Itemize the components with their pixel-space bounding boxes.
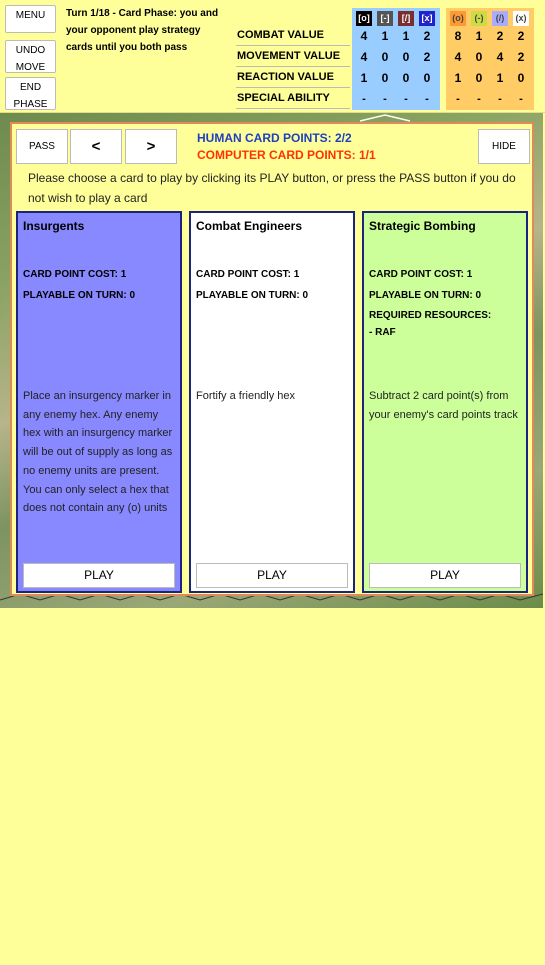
special-ability-label: SPECIAL ABILITY — [236, 88, 350, 109]
card-playable-turn: PLAYABLE ON TURN: 0 — [369, 290, 482, 301]
card-selection-panel — [10, 122, 534, 596]
value: 2 — [517, 29, 525, 43]
card-title: Combat Engineers — [196, 219, 303, 233]
value: 1 — [496, 71, 504, 85]
value: 0 — [381, 71, 389, 85]
value: 0 — [475, 50, 483, 64]
turn-status-text: Turn 1/18 - Card Phase: you and your opponent play strategy cards until you both pass — [66, 8, 219, 53]
top-bar — [0, 0, 545, 113]
human-symbol-special: [x] — [419, 11, 435, 26]
value: 2 — [423, 29, 431, 43]
previous-cards-button[interactable]: < — [70, 129, 122, 164]
value: 1 — [475, 29, 483, 43]
value: 0 — [475, 71, 483, 85]
value: 8 — [454, 29, 462, 43]
card-cost: CARD POINT COST: 1 — [369, 269, 473, 280]
next-cards-button[interactable]: > — [125, 129, 177, 164]
value: 2 — [496, 29, 504, 43]
value: 2 — [517, 50, 525, 64]
computer-unit-stats — [446, 8, 534, 110]
human-symbol-artillery: [/] — [398, 11, 414, 26]
movement-value-label: MOVEMENT VALUE — [236, 46, 350, 67]
human-special-values — [356, 89, 435, 109]
computer-movement-values — [450, 47, 529, 67]
undo-move-button[interactable]: UNDO MOVE — [5, 40, 56, 73]
combat-value-label: COMBAT VALUE — [236, 25, 350, 46]
value: - — [425, 93, 429, 105]
card-playable-turn: PLAYABLE ON TURN: 0 — [196, 290, 309, 301]
value: 1 — [402, 29, 410, 43]
value: 1 — [454, 71, 462, 85]
value: - — [498, 93, 502, 105]
stat-labels — [236, 25, 350, 109]
value: 4 — [496, 50, 504, 64]
card-cost: CARD POINT COST: 1 — [196, 269, 300, 280]
value: 0 — [381, 50, 389, 64]
value: - — [477, 93, 481, 105]
computer-symbol-infantry: (o) — [450, 11, 466, 26]
computer-unit-symbols — [450, 11, 529, 26]
human-unit-stats — [352, 8, 440, 110]
computer-reaction-values — [450, 68, 529, 88]
menu-button[interactable]: MENU — [5, 5, 56, 33]
card-title: Strategic Bombing — [369, 219, 476, 233]
value: 2 — [423, 50, 431, 64]
computer-card-points: COMPUTER CARD POINTS: 1/1 — [197, 148, 376, 162]
value: 4 — [360, 29, 368, 43]
computer-symbol-special: (x) — [513, 11, 529, 26]
strategy-card-insurgents — [16, 211, 182, 593]
value: 4 — [360, 50, 368, 64]
value: 0 — [402, 71, 410, 85]
human-combat-values — [356, 26, 435, 46]
card-playable-turn: PLAYABLE ON TURN: 0 — [23, 290, 136, 301]
human-reaction-values — [356, 68, 435, 88]
value: - — [519, 93, 523, 105]
value: 0 — [423, 71, 431, 85]
value: 4 — [454, 50, 462, 64]
play-button[interactable]: PLAY — [369, 563, 521, 588]
computer-symbol-armor: (-) — [471, 11, 487, 26]
strategy-card-strategic-bombing — [362, 211, 528, 593]
value: 0 — [517, 71, 525, 85]
computer-combat-values — [450, 26, 529, 46]
hide-button[interactable]: HIDE — [478, 129, 530, 164]
value: 1 — [381, 29, 389, 43]
human-symbol-armor: [-] — [377, 11, 393, 26]
value: - — [456, 93, 460, 105]
computer-special-values — [450, 89, 529, 109]
human-card-points: HUMAN CARD POINTS: 2/2 — [197, 131, 352, 145]
human-symbol-infantry: [o] — [356, 11, 372, 26]
empty-area — [0, 608, 545, 965]
card-description: Subtract 2 card point(s) from your enemy's card points track — [369, 390, 518, 421]
value: - — [404, 93, 408, 105]
computer-symbol-artillery: (/) — [492, 11, 508, 26]
card-description: Fortify a friendly hex — [196, 390, 296, 402]
card-description: Place an insurgency marker in any enemy hex. Any enemy hex with an insurgency marker will be out of supply as long as no enemy units are present. You can only select a hex that does not contain any (o) units — [23, 390, 173, 515]
card-title: Insurgents — [23, 219, 85, 233]
value: - — [362, 93, 366, 105]
human-movement-values — [356, 47, 435, 67]
value: - — [383, 93, 387, 105]
card-required-resources-label: REQUIRED RESOURCES: — [369, 310, 492, 321]
strategy-card-combat-engineers — [189, 211, 355, 593]
card-required-resources: - RAF — [369, 327, 396, 338]
card-cost: CARD POINT COST: 1 — [23, 269, 127, 280]
instructions-text: Please choose a card to play by clicking its PLAY button, or press the PASS button if you do not wish to play a card — [28, 171, 516, 205]
pass-button[interactable]: PASS — [16, 129, 68, 164]
play-button[interactable]: PLAY — [196, 563, 348, 588]
reaction-value-label: REACTION VALUE — [236, 67, 350, 88]
value: 0 — [402, 50, 410, 64]
value: 1 — [360, 71, 368, 85]
play-button[interactable]: PLAY — [23, 563, 175, 588]
end-phase-button[interactable]: END PHASE — [5, 77, 56, 110]
human-unit-symbols — [356, 11, 435, 26]
